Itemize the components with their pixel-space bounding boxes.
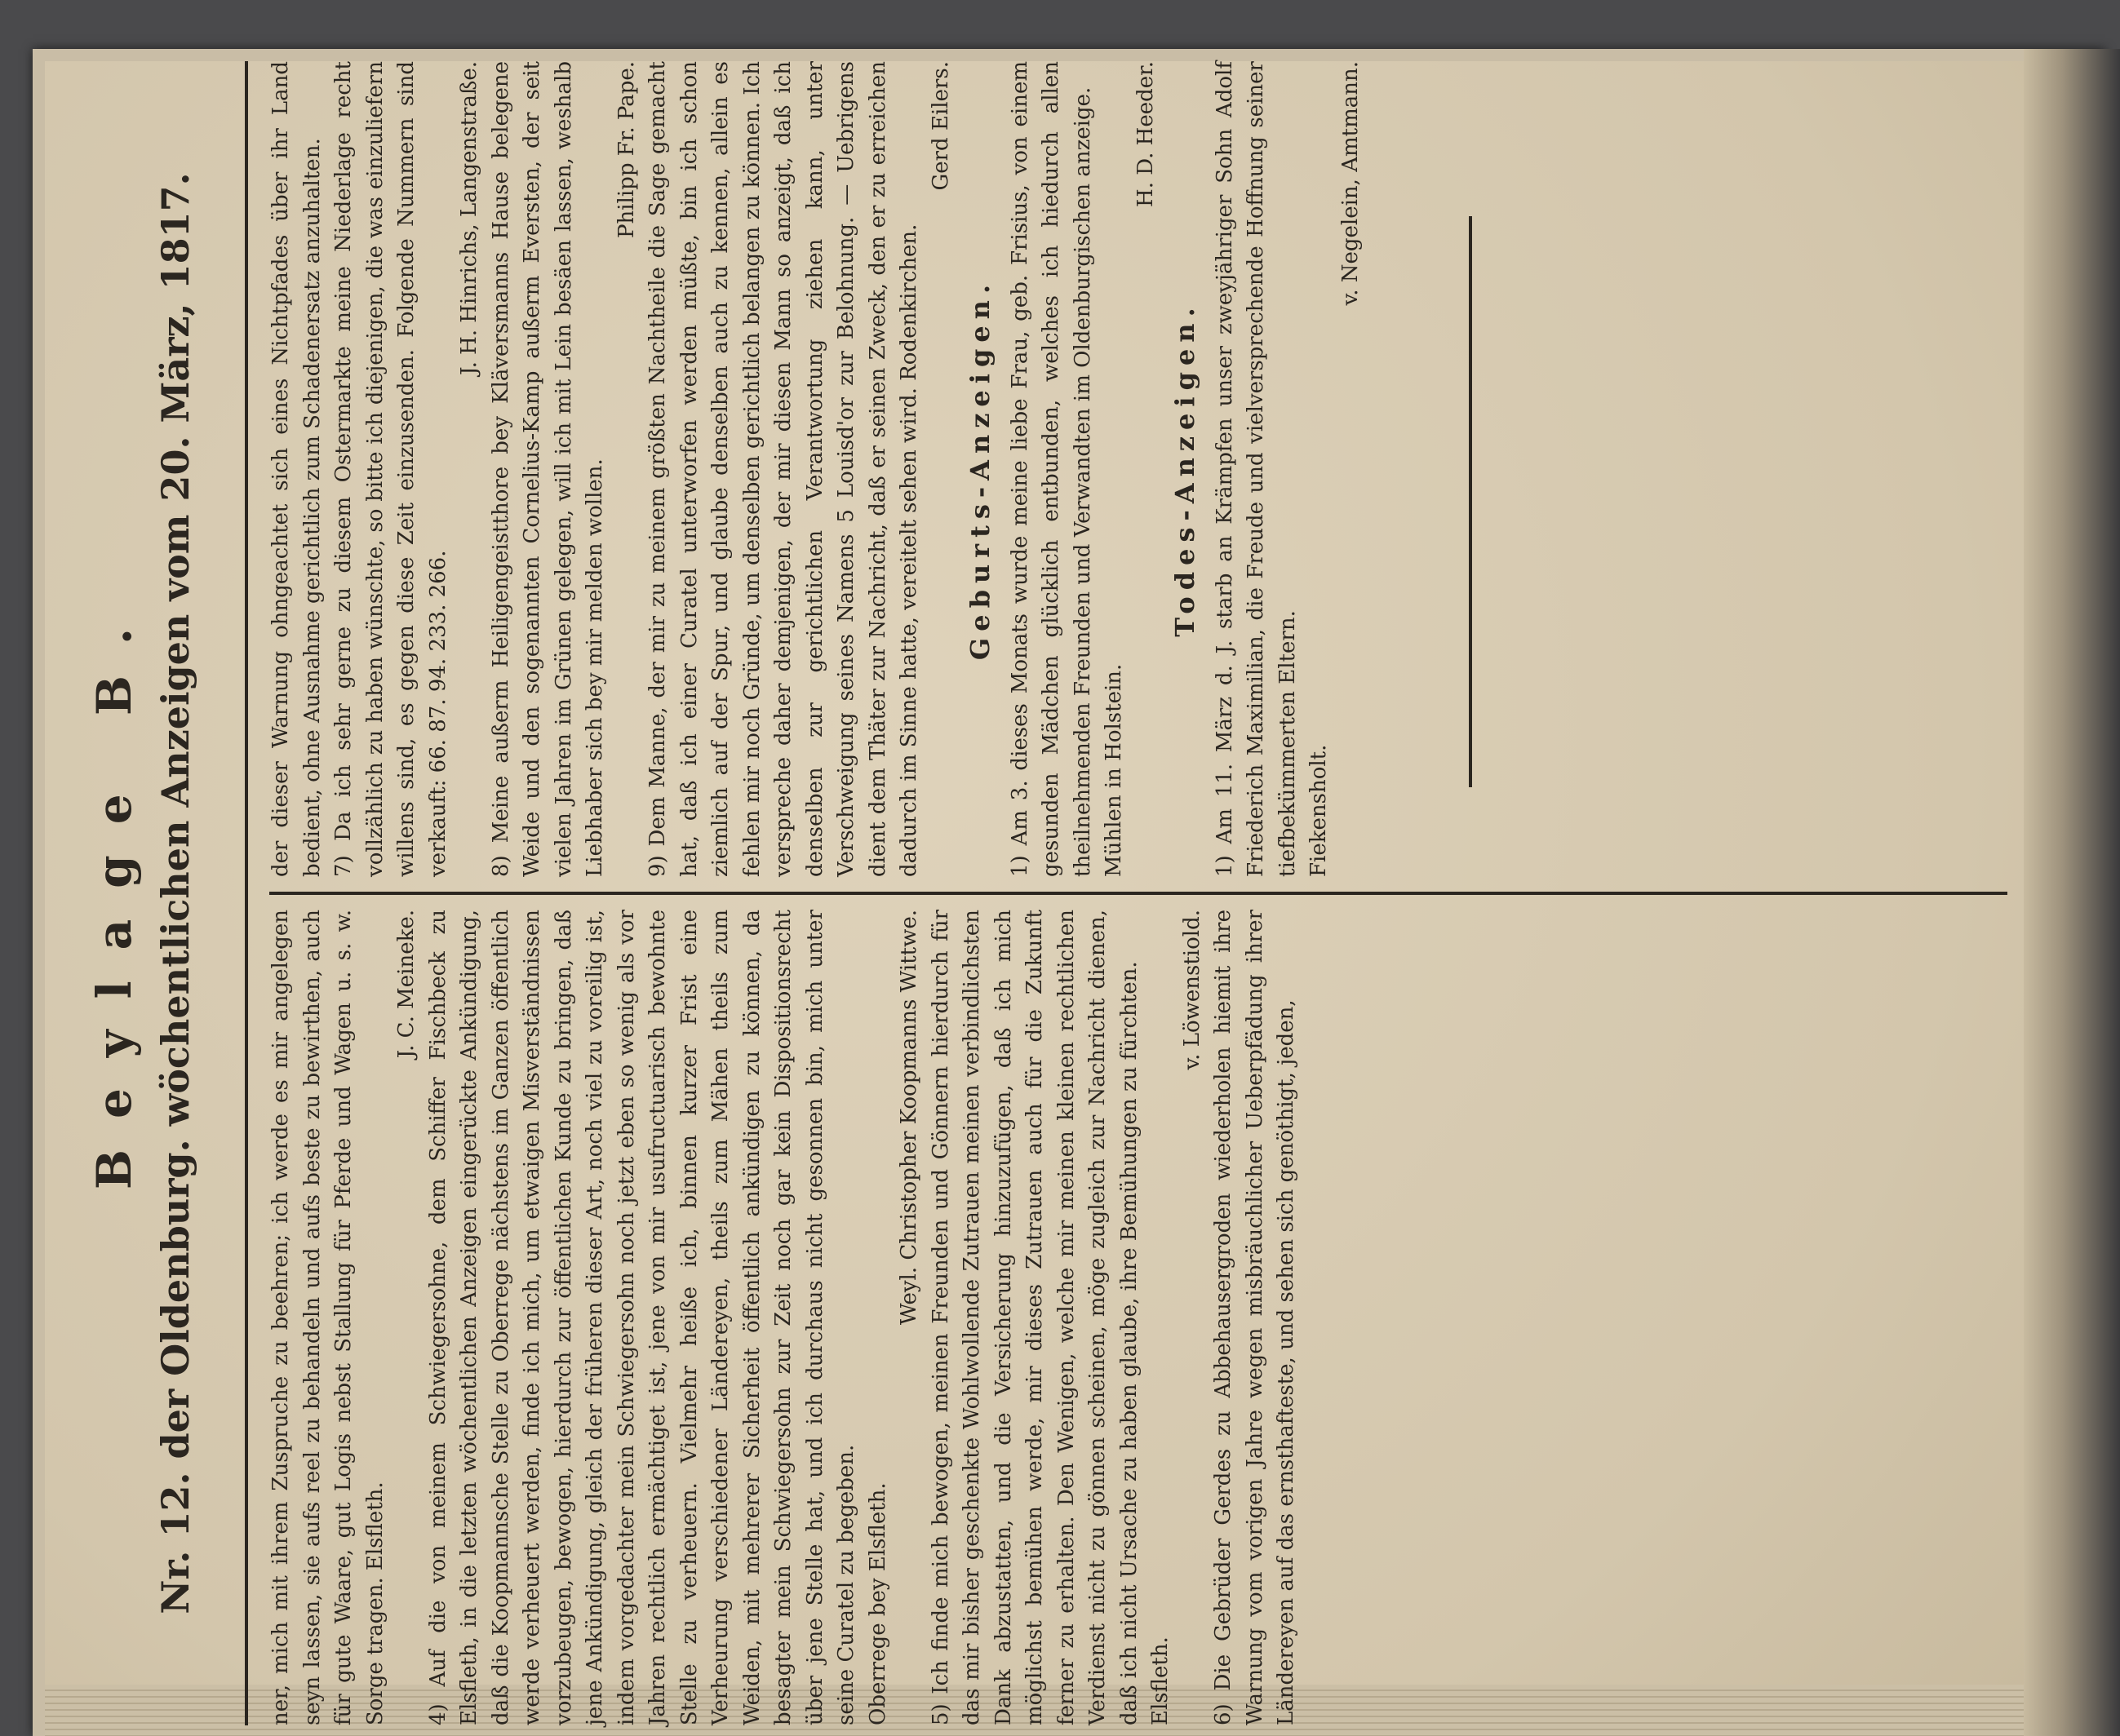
notice-5-place: Elsfleth. bbox=[1148, 1636, 1173, 1725]
notice-6: 6) Die Gebrüder Gerdes zu Abbehausergroden wiederholen hiemit ihre Warnung vom vorigen Jahre wegen misbräuchlicher Ueberpfädung ihrer Ländereyen auf das ernsthafteste, und sehen sich genöthigt, jeden, bbox=[1211, 910, 1298, 1725]
signature-eilers: Gerd Eilers. bbox=[928, 61, 953, 191]
book-binding bbox=[2024, 49, 2120, 1736]
signature-loewenstiold: v. Löwenstiold. bbox=[1179, 910, 1204, 1070]
page-title: Beylage B. bbox=[86, 596, 142, 1190]
notice-9: 9) Dem Manne, der mir zu meinem größten Nachtheile die Sage gemacht hat, daß ich einer Curatel unterworfen werden müßte, bin ich schon ziemlich auf der Spur, und glaube denselben auch zu kennen, allein es fehlen mir noch Gründe, um denselben gerichtlich belangen zu können. Ich verspreche daher demjenigen, der mir diesen Mann so anzeigt, daß ich denselben zur gerichtlichen Verantwortung ziehen kann, unter Verschweigung seines Namens 5 Louisd'or zur Belohnung. — Uebrigens dient dem Thäter zur Nachricht, daß er seinen Zweck, den er zu erreichen dadurch im Sinne hatte, vereitelt sehen wird. Rodenkirchen. bbox=[645, 61, 921, 877]
signature-meineke: J. C. Meineke. bbox=[394, 910, 419, 1059]
death-place: Fiekensholt. bbox=[1306, 744, 1331, 877]
birth-notice: 1) Am 3. dieses Monats wurde meine liebe Frau, geb. Frisius, von einem gesunden Mädchen glücklich entbunden, welches ich hiedurch allen theilnehmenden Freunden und Verwandten im Oldenburgischen anzeige. bbox=[1007, 61, 1095, 877]
signature-heeder: H. D. Heeder. bbox=[1133, 61, 1158, 207]
signature-negelein: v. Negelein, Amtmann. bbox=[1337, 61, 1363, 306]
left-column bbox=[265, 910, 1302, 1725]
closing-rule bbox=[1469, 216, 1472, 787]
notice-5: 5) Ich finde mich bewogen, meinen Freunden und Gönnern hierdurch für das mir bisher geschenkte Wohlwollende Zutrauen meinen verbindlichsten Dank abzustatten, und die Versicherung hinzuzufügen, daß ich mich möglichst bemühen werde, mir dieses Zutrauen auch für die Zukunft ferner zu erhalten. Den Wenigen, welche mir meinen kleinen rechtlichen Verdienst nicht zu gönnen scheinen, möge zugleich zur Nachricht dienen, daß ich nicht Ursache zu haben glaube, ihre Bemühungen zu fürchten. bbox=[928, 910, 1142, 1725]
deaths-heading: Todes-Anzeigen. bbox=[1169, 301, 1200, 637]
column-divider bbox=[269, 892, 2007, 895]
signature-hinrichs: J. H. Hinrichs, Langenstraße. bbox=[457, 61, 481, 375]
rotated-page-content bbox=[82, 61, 2024, 1725]
death-notice: 1) Am 11. März d. J. starb an Krämpfen unser zweyjähriger Sohn Adolf Friederich Maximilian, die Freude und vielversprechende Hoffnung seiner tiefbekümmerten Eltern. bbox=[1212, 61, 1300, 877]
births-heading: Geburts-Anzeigen. bbox=[965, 277, 996, 661]
notice-8: 8) Meine außerm Heiligengeistthore bey Kläversmanns Hause belegene Weide und den sogenannten Cornelius-Kamp außerm Eversten, der seit vielen Jahren im Grünen gelegen, will ich mit Lein besäen lassen, weshalb Liebhaber sich bey mir melden wollen. bbox=[488, 61, 607, 877]
page-header bbox=[82, 61, 237, 1725]
signature-koopmann: Weyl. Christopher Koopmanns Wittwe. bbox=[897, 910, 921, 1326]
notice-6-end: der dieser Warnung ohngeachtet sich eines Nichtpfades über ihr Land bedient, ohne Ausnahme gerichtlich zum Schadenersatz anzuhalten. bbox=[268, 61, 325, 877]
notice-4: 4) Auf die von meinem Schwiegersohne, dem Schiffer Fischbeck zu Elsfleth, in die letzten wöchentlichen Anzeigen eingerückte Ankündigung, daß die Koopmannsche Stelle zu Oberrege nächstens im Ganzen öffentlich werde verheuert werden, finde ich mich, um etwaigen Misverständnissen vorzubeugen, bewogen, hierdurch zur öffentlichen Kunde zu bringen, daß jene Ankündigung, gleich der früheren dieser Art, noch viel zu voreilig ist, indem vorgedachter mein Schwiegersohn noch jetzt eben so wenig als vor Jahren rechtlich ermächtiget ist, jene von mir usufructuarisch bewohnte Stelle zu verheuern. Vielmehr heiße ich, binnen kurzer Frist eine Verheurung verschiedener Ländereyen, theils zum Mähen theils zum Weiden, mit mehrerer Sicherheit öffentlich ankündigen zu können, da besagter mein Schwiegersohn zur Zeit noch gar kein Dispositionsrecht über jene Stelle hat, und ich durchaus nicht gesonnen bin, mich unter seine Curatel zu begeben. bbox=[425, 910, 858, 1725]
notice-3-end: ner, mich mit ihrem Zuspruche zu beehren; ich werde es mir angelegen seyn lassen, sie aufs reel zu behandeln und aufs beste zu bewirthen, auch für gute Waare, gut Logis nebst Stallung für Pferde und Wagen u. s. w. Sorge tragen. Elsfleth. bbox=[268, 910, 388, 1725]
notice-4-place: Oberrege bey Elsfleth. bbox=[865, 1482, 890, 1725]
header-rule bbox=[245, 61, 248, 1725]
right-column bbox=[265, 61, 1366, 877]
signature-pape: Philipp Fr. Pape. bbox=[614, 61, 639, 239]
notice-7: 7) Da ich sehr gerne zu diesem Ostermarkte meine Niederlage recht vollzählich zu haben wünschte, so bitte ich diejenigen, die was einzuliefern willens sind, es gegen diese Zeit einzusenden. Folgende Nummern sind verkauft: 66. 87. 94. 233. 266. bbox=[331, 61, 450, 877]
birth-place: Mühlen in Holstein. bbox=[1102, 663, 1126, 877]
page-subtitle: Nr. 12. der Oldenburg. wöchentlichen Anzeigen vom 20. März, 1817. bbox=[153, 172, 197, 1614]
